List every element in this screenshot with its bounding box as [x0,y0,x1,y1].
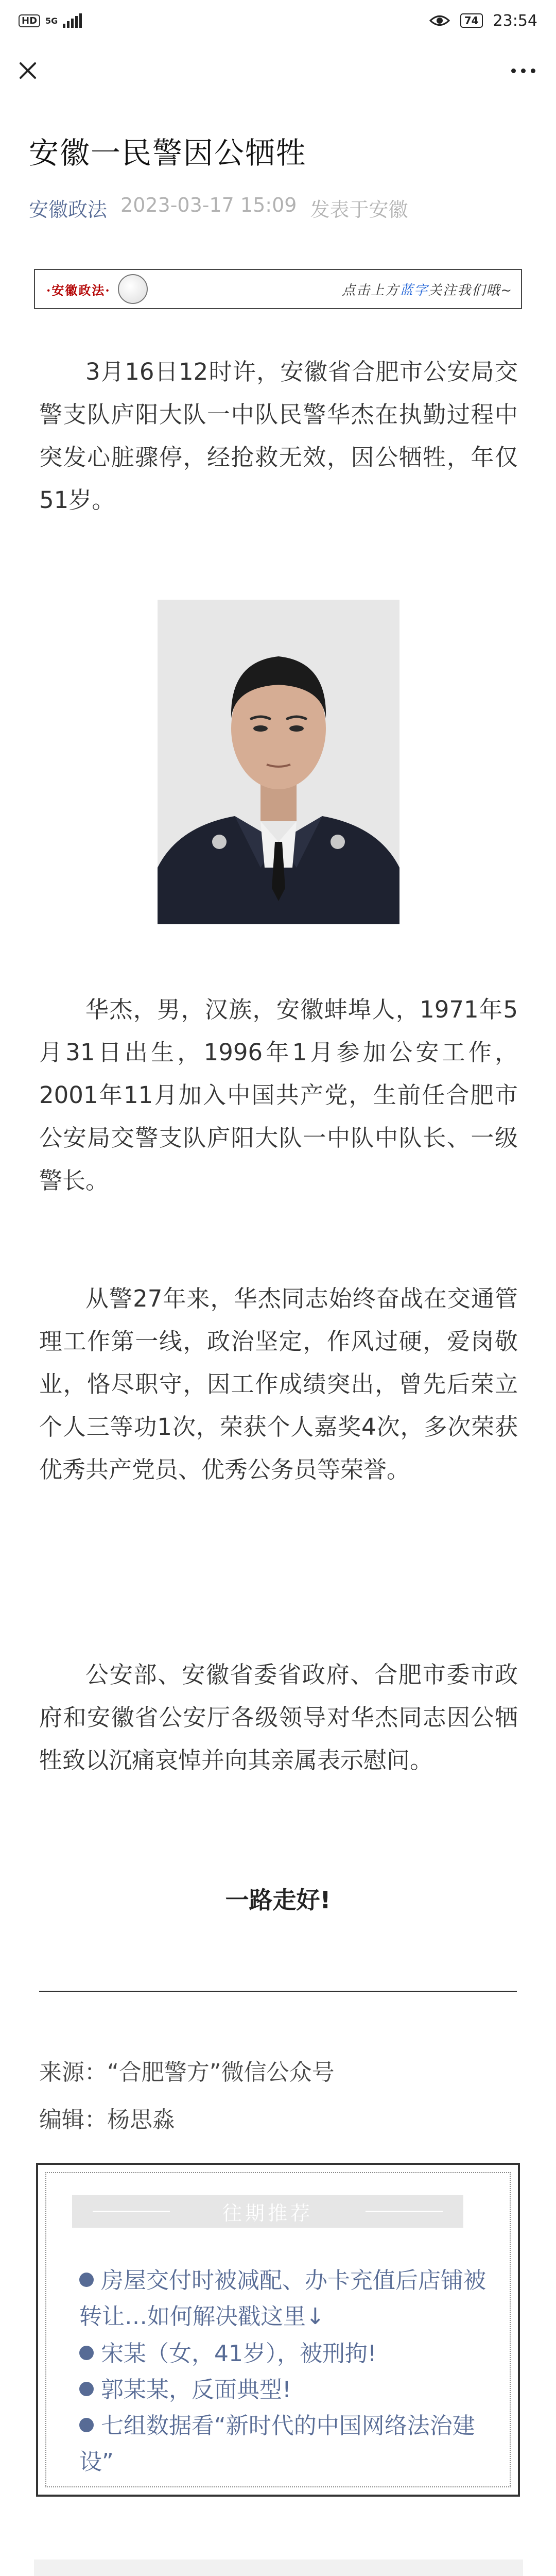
more-button[interactable] [502,54,544,87]
top-bar [0,41,556,103]
article-title: 安徽一民警因公牺牲 [29,135,307,171]
footer-brand-block [34,2560,523,2576]
bullet-icon [79,2418,94,2432]
publish-location: 发表于安徽 [310,198,408,221]
bullet-icon [79,2346,94,2360]
article-meta [29,194,408,222]
source-line: 来源：“合肥警方”微信公众号 [39,2059,335,2086]
banner-hint [342,280,513,299]
portrait-illustration [158,600,399,924]
bullet-icon [79,2273,94,2287]
recommend-link[interactable] [79,2408,486,2480]
close-button[interactable] [11,54,44,87]
article-paragraph: 3月16日12时许，安徽省合肥市公安局交警支队庐阳大队一中队民警华杰在执勤过程中突发心脏骤停，经抢救无效，因公牺牲，年仅51岁。 [39,358,518,514]
recommend-link-text: 宋某（女，41岁），被刑拘! [101,2341,377,2367]
header-rule-left [93,2211,170,2212]
recommend-header-text: 往期推荐 [222,2201,313,2225]
officer-portrait [158,600,399,924]
editor-line: 编辑：杨思淼 [39,2107,175,2133]
recommend-link-text: 郭某某，反面典型! [101,2377,291,2403]
publish-date: 2023-03-17 15:09 [120,194,297,216]
header-rule-right [366,2211,443,2212]
status-right [429,12,537,30]
signal-label: 5G [45,15,58,26]
account-link[interactable]: 安徽政法 [29,198,108,221]
close-icon [11,54,44,87]
divider [39,1991,517,1992]
status-bar [0,0,556,41]
network-chip: HD [19,14,40,27]
banner-logo-icon [118,274,148,304]
more-icon-dot [511,69,516,73]
recommend-box [36,2163,520,2497]
recommend-link-text: 房屋交付时被减配、办卡充值后店铺被转让…如何解决戳这里↓ [79,2267,486,2330]
recommend-header [72,2195,463,2228]
article-paragraph: 公安部、安徽省委省政府、合肥市委市政府和安徽省公安厅各级领导对华杰同志因公牺牲致以沉痛哀悼并向其亲属表示慰问。 [39,1661,518,1774]
article-paragraph: 从警27年来，华杰同志始终奋战在交通管理工作第一线，政治坚定，作风过硬，爱岗敬业，恪尽职守，因工作成绩突出，曾先后荣立个人三等功1次，荣获个人嘉奖4次，多次荣获优秀共产党员、优秀公务员等荣誉。 [39,1285,518,1483]
more-icon-dot [531,69,535,73]
closing-line: 一路走好! [225,1886,331,1914]
bullet-icon [79,2382,94,2396]
eye-icon [429,14,450,27]
signal-icon [63,13,82,28]
banner-brand: ·安徽政法· [46,282,111,298]
battery-indicator: 74 [460,13,483,28]
more-icon-dot [521,69,526,73]
status-left [19,13,82,28]
banner-hint-before: 点击上方 [342,282,400,298]
recommend-link-text: 七组数据看“新时代的中国网络法治建设” [79,2413,475,2475]
recommend-link[interactable] [79,2372,486,2408]
follow-banner[interactable] [34,269,522,309]
recommend-link[interactable] [79,2263,486,2335]
article-paragraph: 华杰，男，汉族，安徽蚌埠人，1971年5月31日出生，1996年1月参加公安工作，2001年11月加入中国共产党，生前任合肥市公安局交警支队庐阳大队一中队中队长、一级警长。 [39,996,518,1194]
recommend-link[interactable] [79,2336,486,2372]
status-time: 23:54 [493,11,537,30]
banner-hint-link: 蓝字 [399,282,429,298]
banner-hint-after: 关注我们哦~ [428,282,513,298]
